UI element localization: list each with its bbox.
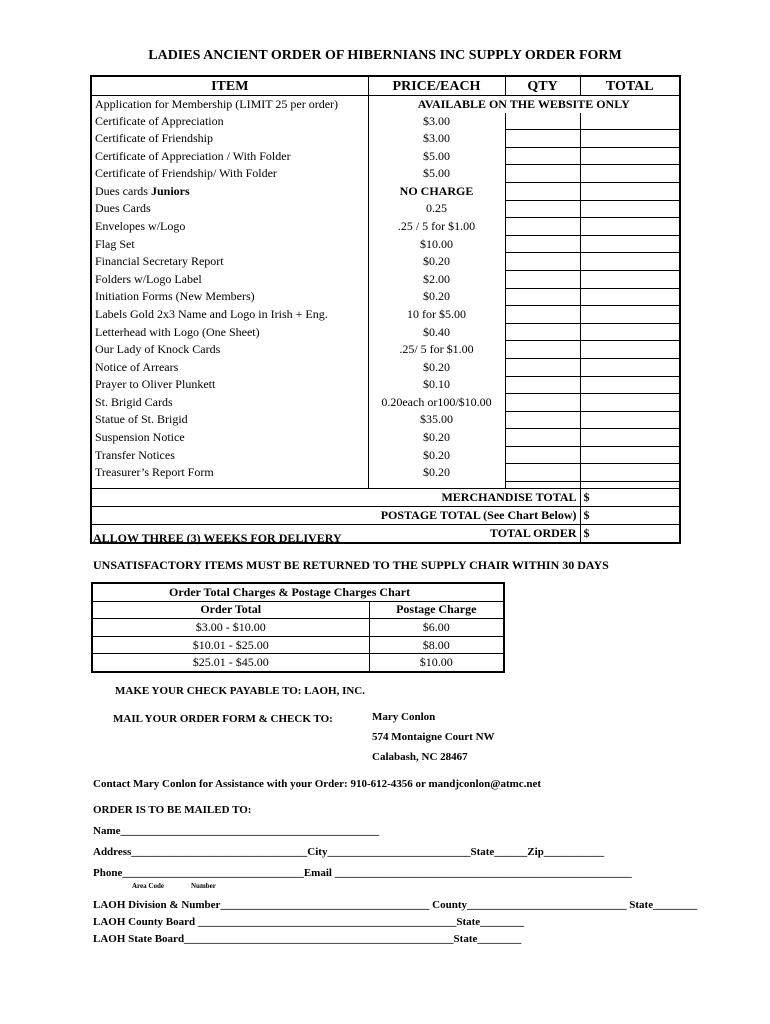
table-row — [92, 253, 679, 271]
item-qty-field[interactable] — [505, 411, 580, 429]
area-code-caption: Area Code — [132, 882, 164, 890]
item-name-bold: Juniors — [150, 183, 190, 198]
table-row — [92, 341, 679, 359]
item-name: Labels Gold 2x3 Name and Logo in Irish + Eng. — [92, 306, 368, 324]
item-total-field[interactable] — [580, 235, 679, 253]
postage-chart-header — [93, 601, 503, 619]
merchandise-total-row — [92, 489, 679, 507]
item-qty-field[interactable] — [505, 464, 580, 482]
table-row — [92, 358, 679, 376]
item-total-field[interactable] — [580, 446, 679, 464]
table-row — [92, 96, 679, 113]
merchandise-total-label: MERCHANDISE TOTAL — [92, 489, 580, 507]
item-name: Application for Membership (LIMIT 25 per order) — [92, 96, 368, 113]
item-name — [92, 182, 368, 200]
item-name: Certificate of Friendship/ With Folder — [92, 165, 368, 183]
table-row — [92, 113, 679, 130]
item-qty-field[interactable] — [505, 306, 580, 324]
postage-charge-value: $8.00 — [369, 636, 503, 654]
item-price: $0.20 — [423, 447, 450, 462]
total-order-label: TOTAL ORDER — [92, 525, 580, 543]
mail-to-label: MAIL YOUR ORDER FORM & CHECK TO: — [113, 713, 333, 725]
item-price: $35.00 — [420, 412, 453, 427]
order-total-range: $3.00 - $10.00 — [93, 619, 369, 637]
delivery-notice: ALLOW THREE (3) WEEKS FOR DELIVERY — [93, 531, 342, 545]
county-board-field[interactable]: LAOH County Board _______________________________________________State________ — [93, 916, 525, 928]
mail-name: Mary Conlon — [372, 711, 436, 723]
item-name: Envelopes w/Logo — [92, 218, 368, 236]
mail-city: Calabash, NC 28467 — [372, 751, 468, 763]
name-field[interactable]: Name_______________________________________________ — [93, 825, 379, 837]
item-name: Initiation Forms (New Members) — [92, 288, 368, 306]
postage-chart-row — [93, 636, 503, 654]
item-qty-field[interactable] — [505, 218, 580, 236]
item-price: $0.20 — [423, 254, 450, 269]
item-qty-field[interactable] — [505, 323, 580, 341]
item-total-field[interactable] — [580, 358, 679, 376]
dollar-sign: $ — [583, 526, 590, 541]
item-qty-field[interactable] — [505, 165, 580, 183]
table-row — [92, 165, 679, 183]
postage-chart-row — [93, 654, 503, 671]
table-row — [92, 394, 679, 412]
table-row — [92, 464, 679, 482]
item-total-field[interactable] — [580, 306, 679, 324]
item-name: Financial Secretary Report — [92, 253, 368, 271]
item-qty-field[interactable] — [505, 394, 580, 412]
total-order-field[interactable] — [580, 525, 679, 543]
item-qty-field[interactable] — [505, 446, 580, 464]
item-qty-field[interactable] — [505, 253, 580, 271]
item-total-field[interactable] — [580, 394, 679, 412]
form-title: LADIES ANCIENT ORDER OF HIBERNIANS INC SUPPLY ORDER FORM — [148, 48, 622, 63]
item-name: Notice of Arrears — [92, 358, 368, 376]
mailed-to-heading: ORDER IS TO BE MAILED TO: — [93, 804, 252, 816]
item-qty-field[interactable] — [505, 341, 580, 359]
item-price: 0.25 — [426, 201, 447, 216]
returns-notice: UNSATISFACTORY ITEMS MUST BE RETURNED TO THE SUPPLY CHAIR WITHIN 30 DAYS — [93, 558, 609, 572]
table-row — [92, 323, 679, 341]
item-name: Flag Set — [92, 235, 368, 253]
item-qty-field[interactable] — [505, 113, 580, 130]
item-total-field[interactable] — [580, 341, 679, 359]
item-total-field[interactable] — [580, 464, 679, 482]
item-qty-field[interactable] — [505, 235, 580, 253]
item-qty-field[interactable] — [505, 429, 580, 447]
table-row — [92, 218, 679, 236]
postage-total-label: POSTAGE TOTAL (See Chart Below) — [92, 507, 580, 525]
order-total-range: $10.01 - $25.00 — [93, 636, 369, 654]
item-name: Certificate of Friendship — [92, 130, 368, 148]
state-board-field[interactable]: LAOH State Board_________________________________________________State________ — [93, 933, 522, 945]
table-row — [92, 376, 679, 394]
item-total-field[interactable] — [580, 411, 679, 429]
postage-chart-caption: Order Total Charges & Postage Charges Chart — [93, 584, 503, 601]
item-price: $0.20 — [423, 430, 450, 445]
item-name: Transfer Notices — [92, 446, 368, 464]
item-total-field[interactable] — [580, 270, 679, 288]
table-row — [92, 130, 679, 148]
item-price: $3.00 — [423, 113, 450, 128]
postage-chart — [91, 582, 505, 673]
item-qty-field[interactable] — [505, 182, 580, 200]
item-name: Statue of St. Brigid — [92, 411, 368, 429]
table-row — [92, 270, 679, 288]
payable-to: MAKE YOUR CHECK PAYABLE TO: LAOH, INC. — [115, 685, 365, 697]
supply-table-header — [92, 77, 679, 96]
table-row — [92, 429, 679, 447]
item-total-field[interactable] — [580, 218, 679, 236]
item-name: Dues Cards — [92, 200, 368, 218]
item-price: $0.20 — [423, 289, 450, 304]
item-price: $0.10 — [423, 377, 450, 392]
item-price: NO CHARGE — [399, 183, 474, 198]
item-total-field[interactable] — [580, 113, 679, 130]
postage-chart-row — [93, 619, 503, 637]
item-total-field[interactable] — [580, 429, 679, 447]
postage-total-field[interactable] — [580, 507, 679, 525]
supply-table — [90, 75, 681, 544]
order-total-header: Order Total — [93, 601, 369, 619]
address-field[interactable]: Address________________________________City__________________________State______Zip___________ — [93, 846, 605, 858]
item-qty-field[interactable] — [505, 130, 580, 148]
item-name: Suspension Notice — [92, 429, 368, 447]
table-row — [92, 288, 679, 306]
item-price: 0.20each or100/$10.00 — [381, 394, 492, 409]
item-total-field[interactable] — [580, 288, 679, 306]
item-total-field[interactable] — [580, 182, 679, 200]
postage-charge-header: Postage Charge — [396, 602, 477, 617]
contact-info: Contact Mary Conlon for Assistance with your Order: 910-612-4356 or mandjconlon@atmc.net — [93, 778, 542, 790]
item-name: Certificate of Appreciation — [92, 113, 368, 130]
item-price: 10 for $5.00 — [407, 306, 466, 321]
order-total-range: $25.01 - $45.00 — [93, 654, 369, 671]
item-total-field[interactable] — [580, 253, 679, 271]
item-qty-field[interactable] — [505, 288, 580, 306]
postage-total-row — [92, 507, 679, 525]
item-name: Our Lady of Knock Cards — [92, 341, 368, 359]
table-gap-row — [92, 482, 679, 489]
header-qty: QTY — [505, 77, 580, 96]
division-field[interactable]: LAOH Division & Number______________________________________ County_____________________________ State________ — [93, 899, 698, 911]
item-total-field[interactable] — [580, 130, 679, 148]
item-qty-field[interactable] — [505, 376, 580, 394]
item-total-field[interactable] — [580, 200, 679, 218]
item-total-field[interactable] — [580, 376, 679, 394]
table-row — [92, 200, 679, 218]
item-qty-field[interactable] — [505, 147, 580, 165]
item-name-prefix: Dues cards — [95, 183, 151, 198]
table-row — [92, 446, 679, 464]
website-only-note: AVAILABLE ON THE WEBSITE ONLY — [417, 96, 630, 111]
item-price: $10.00 — [420, 236, 453, 251]
item-total-field[interactable] — [580, 165, 679, 183]
item-price: .25 / 5 for $1.00 — [397, 218, 476, 233]
postage-charge-value: $10.00 — [369, 654, 503, 671]
item-price: $5.00 — [423, 148, 450, 163]
item-qty-field[interactable] — [505, 270, 580, 288]
header-total: TOTAL — [580, 77, 679, 96]
item-name: Certificate of Appreciation / With Folder — [92, 147, 368, 165]
item-name: Prayer to Oliver Plunkett — [92, 376, 368, 394]
item-name: Treasurer’s Report Form — [92, 464, 368, 482]
table-row — [92, 147, 679, 165]
item-price: $0.20 — [423, 359, 450, 374]
number-caption: Number — [191, 882, 216, 890]
header-item: ITEM — [92, 77, 368, 96]
item-price: $2.00 — [423, 271, 450, 286]
dollar-sign: $ — [583, 490, 590, 505]
header-price: PRICE/EACH — [368, 77, 505, 96]
item-name: St. Brigid Cards — [92, 394, 368, 412]
item-name: Folders w/Logo Label — [92, 270, 368, 288]
item-qty-field[interactable] — [505, 200, 580, 218]
postage-chart-caption-row — [93, 584, 503, 601]
postage-charge-value: $6.00 — [369, 619, 503, 637]
mail-street: 574 Montaigne Court NW — [372, 731, 495, 743]
dollar-sign: $ — [583, 508, 590, 523]
item-qty-field[interactable] — [505, 358, 580, 376]
table-row — [92, 306, 679, 324]
item-name: Letterhead with Logo (One Sheet) — [92, 323, 368, 341]
item-price: $0.40 — [423, 324, 450, 339]
item-total-field[interactable] — [580, 323, 679, 341]
item-price: .25/ 5 for $1.00 — [399, 342, 474, 357]
table-row — [92, 235, 679, 253]
item-price: $5.00 — [423, 166, 450, 181]
item-price: $0.20 — [423, 465, 450, 480]
item-total-field[interactable] — [580, 147, 679, 165]
item-price: $3.00 — [423, 130, 450, 145]
merchandise-total-field[interactable] — [580, 489, 679, 507]
table-row — [92, 182, 679, 200]
table-row — [92, 411, 679, 429]
phone-email-field[interactable]: Phone_________________________________Email ______________________________________________________ — [93, 867, 632, 879]
